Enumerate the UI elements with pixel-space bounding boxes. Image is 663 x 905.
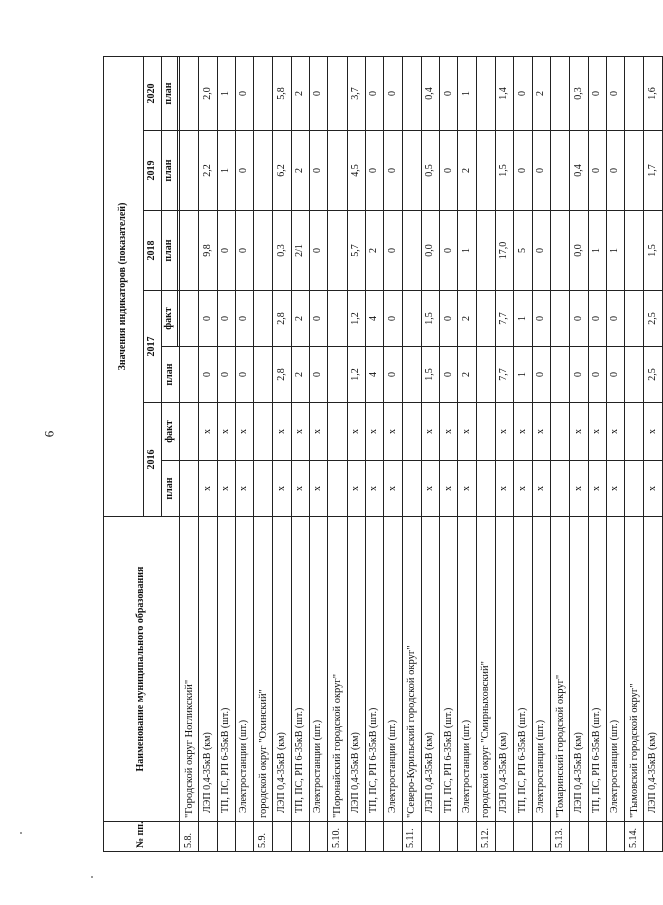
- value-cell: x: [532, 403, 550, 461]
- value-cell: 1: [458, 56, 476, 130]
- value-cell: 0: [384, 56, 402, 130]
- value-cell: x: [495, 403, 513, 461]
- value-cell: x: [588, 461, 606, 517]
- empty-cell: [402, 347, 421, 403]
- row-number: [532, 822, 550, 852]
- municipality-name: "Городской округ Ногликский": [180, 517, 199, 822]
- row-number: 5.14.: [625, 822, 644, 852]
- empty-cell: [254, 56, 273, 130]
- empty-cell: [402, 403, 421, 461]
- value-cell: 0: [532, 211, 550, 291]
- value-cell: 1: [217, 131, 235, 211]
- empty-cell: [328, 211, 347, 291]
- value-cell: 0: [310, 291, 328, 347]
- value-cell: x: [458, 461, 476, 517]
- value-cell: 1,2: [347, 291, 365, 347]
- value-cell: 0: [570, 347, 588, 403]
- municipality-name: "Северо-Курильский городской округ": [402, 517, 421, 822]
- empty-cell: [180, 131, 199, 211]
- value-cell: 0: [588, 56, 606, 130]
- group-row: [551, 56, 570, 851]
- empty-cell: [254, 403, 273, 461]
- value-cell: 1,5: [421, 291, 439, 347]
- value-cell: 0,4: [570, 131, 588, 211]
- header-2020-plan: план: [162, 56, 178, 130]
- row-number: 5.13.: [551, 822, 570, 852]
- empty-cell: [180, 291, 199, 347]
- value-cell: x: [606, 461, 624, 517]
- empty-cell: [180, 211, 199, 291]
- value-cell: 1: [606, 211, 624, 291]
- indicator-name: ТП, ПС, РП 6-35кВ (шт.): [588, 517, 606, 822]
- row-number: [235, 822, 253, 852]
- value-cell: x: [440, 461, 458, 517]
- empty-cell: [625, 56, 644, 130]
- value-cell: x: [644, 461, 663, 517]
- indicator-name: ЛЭП 0,4-35кВ (км): [644, 517, 663, 822]
- value-cell: x: [310, 403, 328, 461]
- header-name: Наименование муниципального образования: [104, 517, 180, 822]
- table-row: [310, 56, 328, 851]
- header-2016-plan: план: [162, 461, 180, 517]
- value-cell: 0: [570, 291, 588, 347]
- value-cell: 2: [532, 56, 550, 130]
- value-cell: 0: [606, 131, 624, 211]
- empty-cell: [328, 461, 347, 517]
- value-cell: x: [532, 461, 550, 517]
- empty-cell: [328, 347, 347, 403]
- page-number: 6: [41, 430, 57, 438]
- row-number: [644, 822, 663, 852]
- row-number: [606, 822, 624, 852]
- indicator-name: Электростанции (шт.): [606, 517, 624, 822]
- value-cell: x: [384, 461, 402, 517]
- empty-cell: [180, 347, 199, 403]
- value-cell: 0: [217, 211, 235, 291]
- empty-cell: [180, 461, 199, 517]
- value-cell: 2,2: [199, 131, 217, 211]
- value-cell: 17,0: [495, 211, 513, 291]
- value-cell: 5: [514, 211, 532, 291]
- row-number: [588, 822, 606, 852]
- value-cell: x: [347, 461, 365, 517]
- value-cell: 2,0: [199, 56, 217, 130]
- value-cell: x: [310, 461, 328, 517]
- value-cell: x: [347, 403, 365, 461]
- indicator-name: ЛЭП 0,4-35кВ (км): [570, 517, 588, 822]
- empty-cell: [328, 291, 347, 347]
- table-row: [291, 56, 309, 851]
- municipality-name: городской округ "Смирныховский": [476, 517, 495, 822]
- value-cell: 7,7: [495, 291, 513, 347]
- indicator-name: Электростанции (шт.): [532, 517, 550, 822]
- value-cell: 0,0: [421, 211, 439, 291]
- value-cell: 0: [588, 347, 606, 403]
- row-number: 5.12.: [476, 822, 495, 852]
- table-row: [495, 56, 513, 851]
- value-cell: 2: [291, 56, 309, 130]
- empty-cell: [625, 291, 644, 347]
- row-number: [458, 822, 476, 852]
- value-cell: 0: [199, 347, 217, 403]
- row-number: 5.9.: [254, 822, 273, 852]
- table-row: [347, 56, 365, 851]
- value-cell: 0: [606, 347, 624, 403]
- value-cell: 1: [514, 291, 532, 347]
- empty-cell: [625, 211, 644, 291]
- header-year-2017: 2017: [144, 291, 162, 403]
- indicator-name: ЛЭП 0,4-35кВ (км): [421, 517, 439, 822]
- row-number: [514, 822, 532, 852]
- header-2017-fact: факт: [162, 291, 178, 347]
- table-row: [365, 56, 383, 851]
- value-cell: x: [217, 461, 235, 517]
- empty-cell: [625, 461, 644, 517]
- empty-cell: [551, 56, 570, 130]
- empty-cell: [551, 291, 570, 347]
- value-cell: 5,8: [273, 56, 291, 130]
- header-2018-plan: план: [162, 211, 178, 291]
- empty-cell: [476, 347, 495, 403]
- value-cell: 0: [310, 131, 328, 211]
- group-row: [476, 56, 495, 851]
- municipality-name: "Поронайский городской округ": [328, 517, 347, 822]
- header-values: Значения индикаторов (показателей): [104, 56, 144, 516]
- value-cell: x: [273, 461, 291, 517]
- value-cell: 0: [384, 291, 402, 347]
- value-cell: 2: [458, 131, 476, 211]
- value-cell: 0: [365, 131, 383, 211]
- empty-cell: [625, 131, 644, 211]
- value-cell: 0: [588, 131, 606, 211]
- value-cell: x: [291, 403, 309, 461]
- value-cell: 0: [235, 211, 253, 291]
- header-year-2019: 2019: [144, 131, 162, 211]
- indicator-name: Электростанции (шт.): [384, 517, 402, 822]
- value-cell: x: [644, 403, 663, 461]
- empty-cell: [180, 56, 199, 130]
- value-cell: 0: [440, 131, 458, 211]
- empty-cell: [180, 403, 199, 461]
- indicator-name: ЛЭП 0,4-35кВ (км): [273, 517, 291, 822]
- value-cell: 0,3: [273, 211, 291, 291]
- header-2017-plan: план: [162, 347, 180, 403]
- value-cell: 0,4: [421, 56, 439, 130]
- value-cell: x: [495, 461, 513, 517]
- value-cell: x: [217, 403, 235, 461]
- empty-cell: [402, 56, 421, 130]
- table-row: [273, 56, 291, 851]
- empty-cell: [254, 291, 273, 347]
- table-row: [199, 56, 217, 851]
- value-cell: x: [570, 461, 588, 517]
- value-cell: x: [588, 403, 606, 461]
- empty-cell: [476, 56, 495, 130]
- value-cell: 2: [365, 211, 383, 291]
- value-cell: 0: [532, 347, 550, 403]
- value-cell: 0: [384, 131, 402, 211]
- indicator-name: ЛЭП 0,4-35кВ (км): [495, 517, 513, 822]
- value-cell: 0: [217, 347, 235, 403]
- value-cell: 1,7: [644, 131, 663, 211]
- municipality-name: городской округ "Охинский": [254, 517, 273, 822]
- empty-cell: [254, 347, 273, 403]
- empty-cell: [254, 131, 273, 211]
- row-number: [217, 822, 235, 852]
- value-cell: 0: [440, 347, 458, 403]
- row-number: [347, 822, 365, 852]
- table-row: [570, 56, 588, 851]
- row-number: [291, 822, 309, 852]
- indicator-name: ТП, ПС, РП 6-35кВ (шт.): [217, 517, 235, 822]
- empty-cell: [328, 403, 347, 461]
- value-cell: 0: [235, 291, 253, 347]
- value-cell: x: [440, 403, 458, 461]
- value-cell: 0: [199, 291, 217, 347]
- indicator-name: Электростанции (шт.): [458, 517, 476, 822]
- value-cell: x: [514, 461, 532, 517]
- value-cell: 1,2: [347, 347, 365, 403]
- indicator-name: ТП, ПС, РП 6-35кВ (шт.): [291, 517, 309, 822]
- indicator-name: ТП, ПС, РП 6-35кВ (шт.): [365, 517, 383, 822]
- row-number: [273, 822, 291, 852]
- value-cell: 0: [310, 347, 328, 403]
- empty-cell: [551, 461, 570, 517]
- value-cell: 0: [440, 291, 458, 347]
- value-cell: 6,2: [273, 131, 291, 211]
- value-cell: 0: [217, 291, 235, 347]
- value-cell: 0: [235, 56, 253, 130]
- value-cell: x: [458, 403, 476, 461]
- value-cell: 3,7: [347, 56, 365, 130]
- value-cell: x: [365, 403, 383, 461]
- row-number: [310, 822, 328, 852]
- empty-cell: [476, 131, 495, 211]
- scan-speck: [20, 832, 22, 834]
- value-cell: x: [365, 461, 383, 517]
- value-cell: 1: [458, 211, 476, 291]
- group-row: [625, 56, 644, 851]
- empty-cell: [551, 347, 570, 403]
- value-cell: 7,7: [495, 347, 513, 403]
- row-number: [570, 822, 588, 852]
- value-cell: 0: [384, 347, 402, 403]
- value-cell: x: [606, 403, 624, 461]
- value-cell: 0: [606, 56, 624, 130]
- value-cell: 1: [588, 211, 606, 291]
- empty-cell: [476, 291, 495, 347]
- row-number: [365, 822, 383, 852]
- indicator-name: Электростанции (шт.): [235, 517, 253, 822]
- value-cell: 0: [235, 347, 253, 403]
- row-number: [495, 822, 513, 852]
- value-cell: 1: [217, 56, 235, 130]
- municipality-name: "Тымовский городской округ": [625, 517, 644, 822]
- value-cell: 2,5: [644, 347, 663, 403]
- value-cell: 0: [235, 131, 253, 211]
- row-number: 5.11.: [402, 822, 421, 852]
- empty-cell: [625, 347, 644, 403]
- header-2016-fact: факт: [162, 403, 180, 461]
- empty-cell: [402, 461, 421, 517]
- value-cell: 0: [532, 131, 550, 211]
- value-cell: 0: [440, 211, 458, 291]
- value-cell: 0: [514, 56, 532, 130]
- table-row: [458, 56, 476, 851]
- empty-cell: [476, 403, 495, 461]
- value-cell: 0,5: [421, 131, 439, 211]
- indicator-name: Электростанции (шт.): [310, 517, 328, 822]
- indicator-name: ЛЭП 0,4-35кВ (км): [347, 517, 365, 822]
- table-row: [532, 56, 550, 851]
- table-row: [514, 56, 532, 851]
- value-cell: 0: [440, 56, 458, 130]
- value-cell: 2: [458, 291, 476, 347]
- value-cell: x: [199, 403, 217, 461]
- value-cell: 5,7: [347, 211, 365, 291]
- table-row: [644, 56, 663, 851]
- indicator-name: ТП, ПС, РП 6-35кВ (шт.): [514, 517, 532, 822]
- row-number: [440, 822, 458, 852]
- empty-cell: [402, 211, 421, 291]
- value-cell: 1,5: [421, 347, 439, 403]
- value-cell: 1,6: [644, 56, 663, 130]
- table-row: [421, 56, 439, 851]
- value-cell: 0: [384, 211, 402, 291]
- value-cell: 1,5: [644, 211, 663, 291]
- value-cell: 0: [532, 291, 550, 347]
- table-row: [235, 56, 253, 851]
- table-row: [217, 56, 235, 851]
- value-cell: 2: [458, 347, 476, 403]
- value-cell: 0,3: [570, 56, 588, 130]
- table-row: [384, 56, 402, 851]
- table-row: [606, 56, 624, 851]
- table-row: [588, 56, 606, 851]
- value-cell: 2/1: [291, 211, 309, 291]
- empty-cell: [328, 131, 347, 211]
- value-cell: 2: [291, 291, 309, 347]
- value-cell: x: [514, 403, 532, 461]
- value-cell: 9,8: [199, 211, 217, 291]
- value-cell: 0: [514, 131, 532, 211]
- value-cell: x: [570, 403, 588, 461]
- value-cell: 0: [310, 211, 328, 291]
- row-number: [199, 822, 217, 852]
- value-cell: x: [421, 403, 439, 461]
- indicator-name: ЛЭП 0,4-35кВ (км): [199, 517, 217, 822]
- indicators-table: [103, 56, 663, 852]
- municipality-name: "Томаринский городской округ": [551, 517, 570, 822]
- empty-cell: [551, 211, 570, 291]
- value-cell: 0: [606, 291, 624, 347]
- row-number: 5.10.: [328, 822, 347, 852]
- group-row: [180, 56, 199, 851]
- value-cell: 0: [588, 291, 606, 347]
- empty-cell: [476, 211, 495, 291]
- value-cell: 1,4: [495, 56, 513, 130]
- value-cell: 0: [365, 56, 383, 130]
- header-2019-plan: план: [162, 131, 178, 211]
- value-cell: 2,8: [273, 291, 291, 347]
- value-cell: 2: [291, 347, 309, 403]
- value-cell: x: [273, 403, 291, 461]
- empty-cell: [551, 403, 570, 461]
- empty-cell: [625, 403, 644, 461]
- value-cell: x: [421, 461, 439, 517]
- table-body: [180, 56, 663, 851]
- value-cell: x: [235, 461, 253, 517]
- header-year-2020: 2020: [144, 56, 162, 130]
- value-cell: x: [199, 461, 217, 517]
- value-cell: 1: [514, 347, 532, 403]
- rotated-table-wrapper: [103, 57, 663, 852]
- value-cell: 4: [365, 291, 383, 347]
- row-number: [384, 822, 402, 852]
- value-cell: 2,5: [644, 291, 663, 347]
- value-cell: 2: [291, 131, 309, 211]
- value-cell: x: [384, 403, 402, 461]
- value-cell: x: [235, 403, 253, 461]
- empty-cell: [254, 211, 273, 291]
- row-number: 5.8.: [180, 822, 199, 852]
- empty-cell: [254, 461, 273, 517]
- empty-cell: [402, 291, 421, 347]
- header-year-2018: 2018: [144, 211, 162, 291]
- value-cell: 2,8: [273, 347, 291, 403]
- group-row: [402, 56, 421, 851]
- scan-speck: [91, 876, 93, 878]
- empty-cell: [402, 131, 421, 211]
- row-number: [421, 822, 439, 852]
- value-cell: 0,0: [570, 211, 588, 291]
- table-row: [440, 56, 458, 851]
- header-year-2016: 2016: [144, 403, 162, 517]
- value-cell: 0: [310, 56, 328, 130]
- value-cell: 1,5: [495, 131, 513, 211]
- group-row: [254, 56, 273, 851]
- header-num: № пп.: [104, 822, 180, 852]
- value-cell: 4: [365, 347, 383, 403]
- indicator-name: ТП, ПС, РП 6-35кВ (шт.): [440, 517, 458, 822]
- empty-cell: [328, 56, 347, 130]
- empty-cell: [476, 461, 495, 517]
- group-row: [328, 56, 347, 851]
- value-cell: 4,5: [347, 131, 365, 211]
- value-cell: x: [291, 461, 309, 517]
- empty-cell: [551, 131, 570, 211]
